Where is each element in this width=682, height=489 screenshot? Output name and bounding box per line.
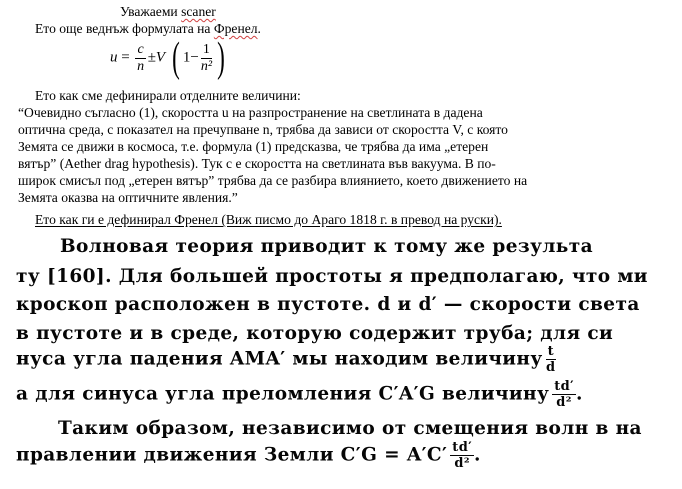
definitions-intro: Ето как сме дефинирали отделните величини: <box>35 88 301 103</box>
formula-V: V <box>155 49 166 66</box>
scan-line-6-wrap <box>16 379 583 410</box>
formula-one: 1 <box>182 49 191 66</box>
fresnel-formula <box>110 37 228 83</box>
formula-inner-num: 1 <box>201 42 212 59</box>
formula-fraction-c-n <box>135 42 145 75</box>
scan-fraction-td-d2-a <box>552 379 576 410</box>
scan-line-6: а для синуса угла преломления C′A′G величину <box>16 383 550 405</box>
scan-line-3: кроскоп расположен в пустоте. d и d′ — скорости света <box>16 294 640 315</box>
formula-pm: ± <box>147 49 156 66</box>
scan-fraction-td-d2-b <box>450 440 474 471</box>
formula-n: n <box>137 58 145 74</box>
formula-close-paren: ) <box>217 35 225 81</box>
scan-frac3-den: d² <box>454 456 470 471</box>
quote-line-6: Земята оказва на оптичните явления.” <box>18 190 238 205</box>
scan-line-8: правлении движения Земли C′G = A′C′ <box>16 444 448 466</box>
scan-dot-2: . <box>474 444 481 466</box>
formula-c: c <box>137 41 144 57</box>
formula-inner-den: n² <box>200 58 213 74</box>
fresnel-definition-line: Ето как ги е дефинирал Френел (Виж писмо до Араго 1818 г. в превод на руски). <box>35 212 502 227</box>
quote-line-1: “Очевидно съгласно (1), скоростта u на разпространение на светлината в дадена <box>18 105 483 120</box>
scanned-excerpt <box>0 232 648 489</box>
intro-text: Ето още веднъж формулата на <box>35 21 214 36</box>
quote-line-5: широк смисъл под „етерен вятър” трябва да се разбира влиянието, което движението на <box>18 173 528 188</box>
scan-line-7: Таким образом, независимо от смещения волн в на <box>58 418 642 439</box>
formula-open-paren: ( <box>171 35 180 81</box>
scan-line-4: в пустоте и в среде, которую содержит труба; для си <box>16 323 614 344</box>
scan-frac2-den: d² <box>556 395 572 410</box>
scan-dot-1: . <box>575 383 583 405</box>
greeting <box>120 4 216 19</box>
scan-line-8-wrap <box>16 440 481 471</box>
scan-fraction-t-d <box>546 344 556 375</box>
scan-frac3-num: td′ <box>452 440 473 455</box>
formula-eq: = <box>121 49 130 66</box>
quote-line-3: Земята се движи в космоса, т.е. формула (1) предсказва, че трябва да има „етерен <box>18 139 489 154</box>
scan-frac1-num: t <box>547 344 554 359</box>
quote-line-2: оптична среда, с показател на пречупване n, трябва да зависи от скоростта V, с която <box>18 122 508 137</box>
scan-frac1-den: d <box>546 360 556 375</box>
scan-line-5-wrap <box>16 344 556 375</box>
intro-end: . <box>257 21 261 36</box>
scan-line-5: нуса угла падения AMA′ мы находим величину <box>16 348 543 370</box>
intro-line <box>35 21 261 36</box>
formula-u: u <box>110 49 118 66</box>
scan-line-1: Волновая теория приводит к тому же результа <box>60 236 593 257</box>
scan-line-2: ту [160]. Для большей простоты я предполагаю, что ми <box>16 266 648 287</box>
fresnel-name: Френел <box>213 21 258 36</box>
formula-fraction-1-n2 <box>201 42 212 75</box>
greeting-prefix: Уважаеми <box>120 4 182 19</box>
greeting-name: scaner <box>181 4 216 19</box>
formula-minus: − <box>190 49 199 66</box>
quote-line-4: вятър” (Aether drag hypothesis). Тук c е скоростта на светлината във вакуума. В по- <box>18 156 496 171</box>
scan-frac2-num: td′ <box>554 379 574 394</box>
